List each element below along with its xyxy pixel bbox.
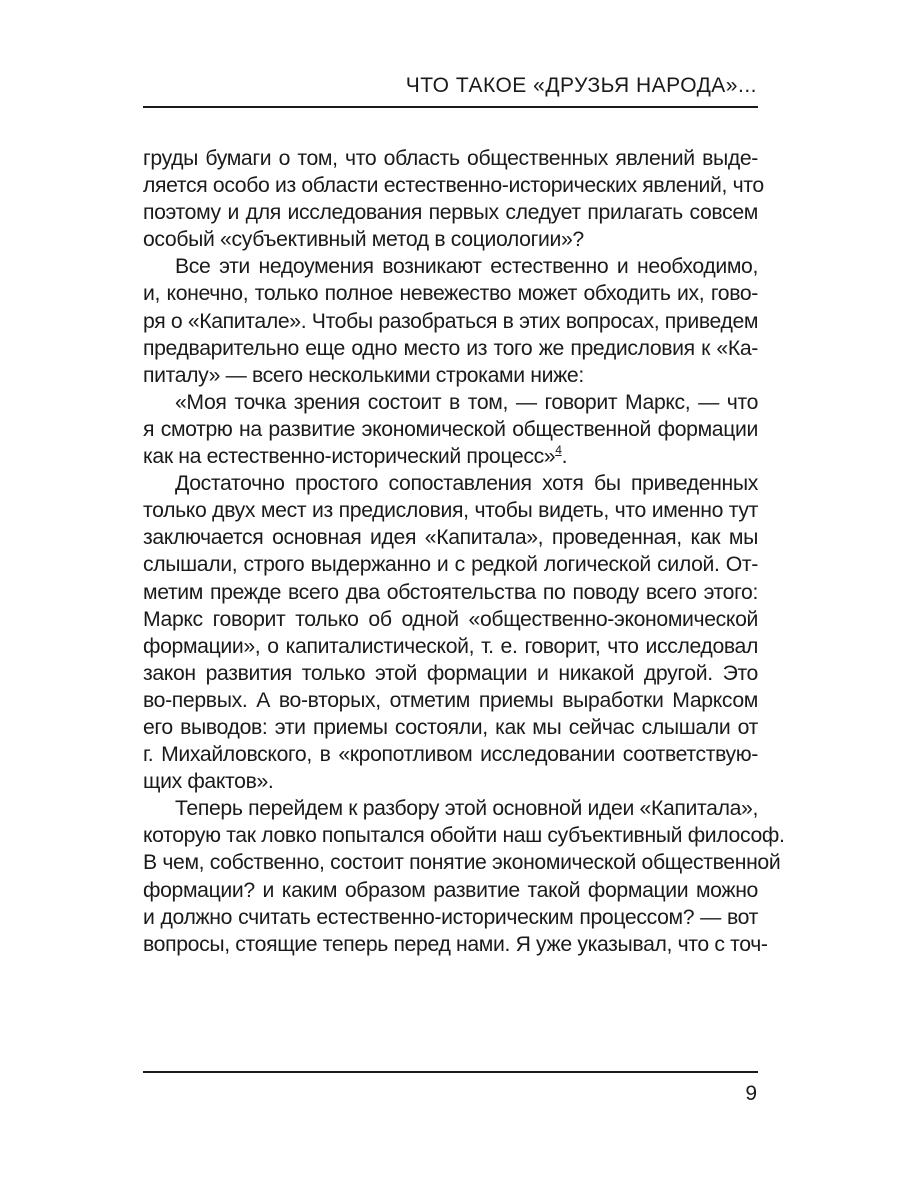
text-line: Все эти недоумения возникают естественно и необходимо, [175, 255, 758, 279]
text-line: формации? и каким образом развитие такой формации можно [143, 878, 758, 902]
text-line: В чем, собственно, состоит понятие экономической общественной [143, 851, 781, 875]
text-line: слышали, строго выдержанно и с редкой логической силой. От- [143, 553, 758, 577]
text-line: я смотрю на развитие экономической общественной формации [143, 417, 758, 441]
text-line: заключается основная идея «Капитала», проведенная, как мы [143, 526, 758, 550]
footer-rule [143, 1071, 758, 1073]
text-line: и должно считать естественно-историческим процессом? — вот [143, 905, 758, 929]
running-title: ЧТО ТАКОЕ «ДРУЗЬЯ НАРОДА»... [405, 74, 757, 97]
text-line: вопросы, стоящие теперь перед нами. Я уже указывал, что с точ- [143, 932, 768, 956]
text-line: Маркс говорит только об одной «общественно-экономической [143, 607, 758, 631]
text-line: щих фактов». [143, 770, 274, 794]
text-line: особый «субъективный метод в социологии»? [143, 228, 584, 252]
text-line: «Моя точка зрения состоит в том, — говорит Маркс, — что [175, 390, 758, 414]
text-line: г. Михайловского, в «кропотливом исследовании соответствую- [143, 743, 758, 767]
text-line: его выводов: эти приемы состояли, как мы сейчас слышали от [143, 715, 758, 739]
text-line: ляется особо из области естественно-исторических явлений, что [143, 174, 764, 198]
text-line-with-footnote: как на естественно-исторический процесс»$^4$. [143, 443, 568, 469]
text-line: которую так ловко попытался обойти наш субъективный философ. [143, 824, 785, 848]
text-line: Достаточно простого сопоставления хотя бы приведенных [175, 472, 758, 496]
text-line: метим прежде всего два обстоятельства по поводу всего этого: [143, 580, 758, 604]
text-line: поэтому и для исследования первых следует прилагать совсем [143, 201, 758, 225]
text-line: ря о «Капитале». Чтобы разобраться в этих вопросах, приведем [143, 309, 759, 333]
text-line: закон развития только этой формации и никакой другой. Это [143, 661, 758, 685]
text-line: формации», о капиталистической, т. е. говорит, что исследовал [143, 634, 758, 658]
text-line: во-первых. А во-вторых, отметим приемы выработки Марксом [143, 688, 758, 712]
text-line: питалу» — всего несколькими строками ниже: [143, 363, 584, 387]
text-line: предварительно еще одно место из того же предисловия к «Ка- [143, 336, 758, 360]
text-line: только двух мест из предисловия, чтобы видеть, что именно тут [143, 499, 758, 523]
header-rule [143, 106, 758, 108]
text-line: как на естественно-исторический процесс» [143, 445, 556, 469]
body-text [143, 145, 785, 958]
text-line: и, конечно, только полное невежество может обходить их, гово- [143, 282, 758, 306]
footnote-reference[interactable]: 4 [555, 443, 562, 458]
page-number: 9 [745, 1082, 757, 1105]
text-line: груды бумаги о том, что область общественных явлений выде- [143, 147, 758, 170]
text-line: Теперь перейдем к разбору этой основной идеи «Капитала», [175, 797, 758, 821]
